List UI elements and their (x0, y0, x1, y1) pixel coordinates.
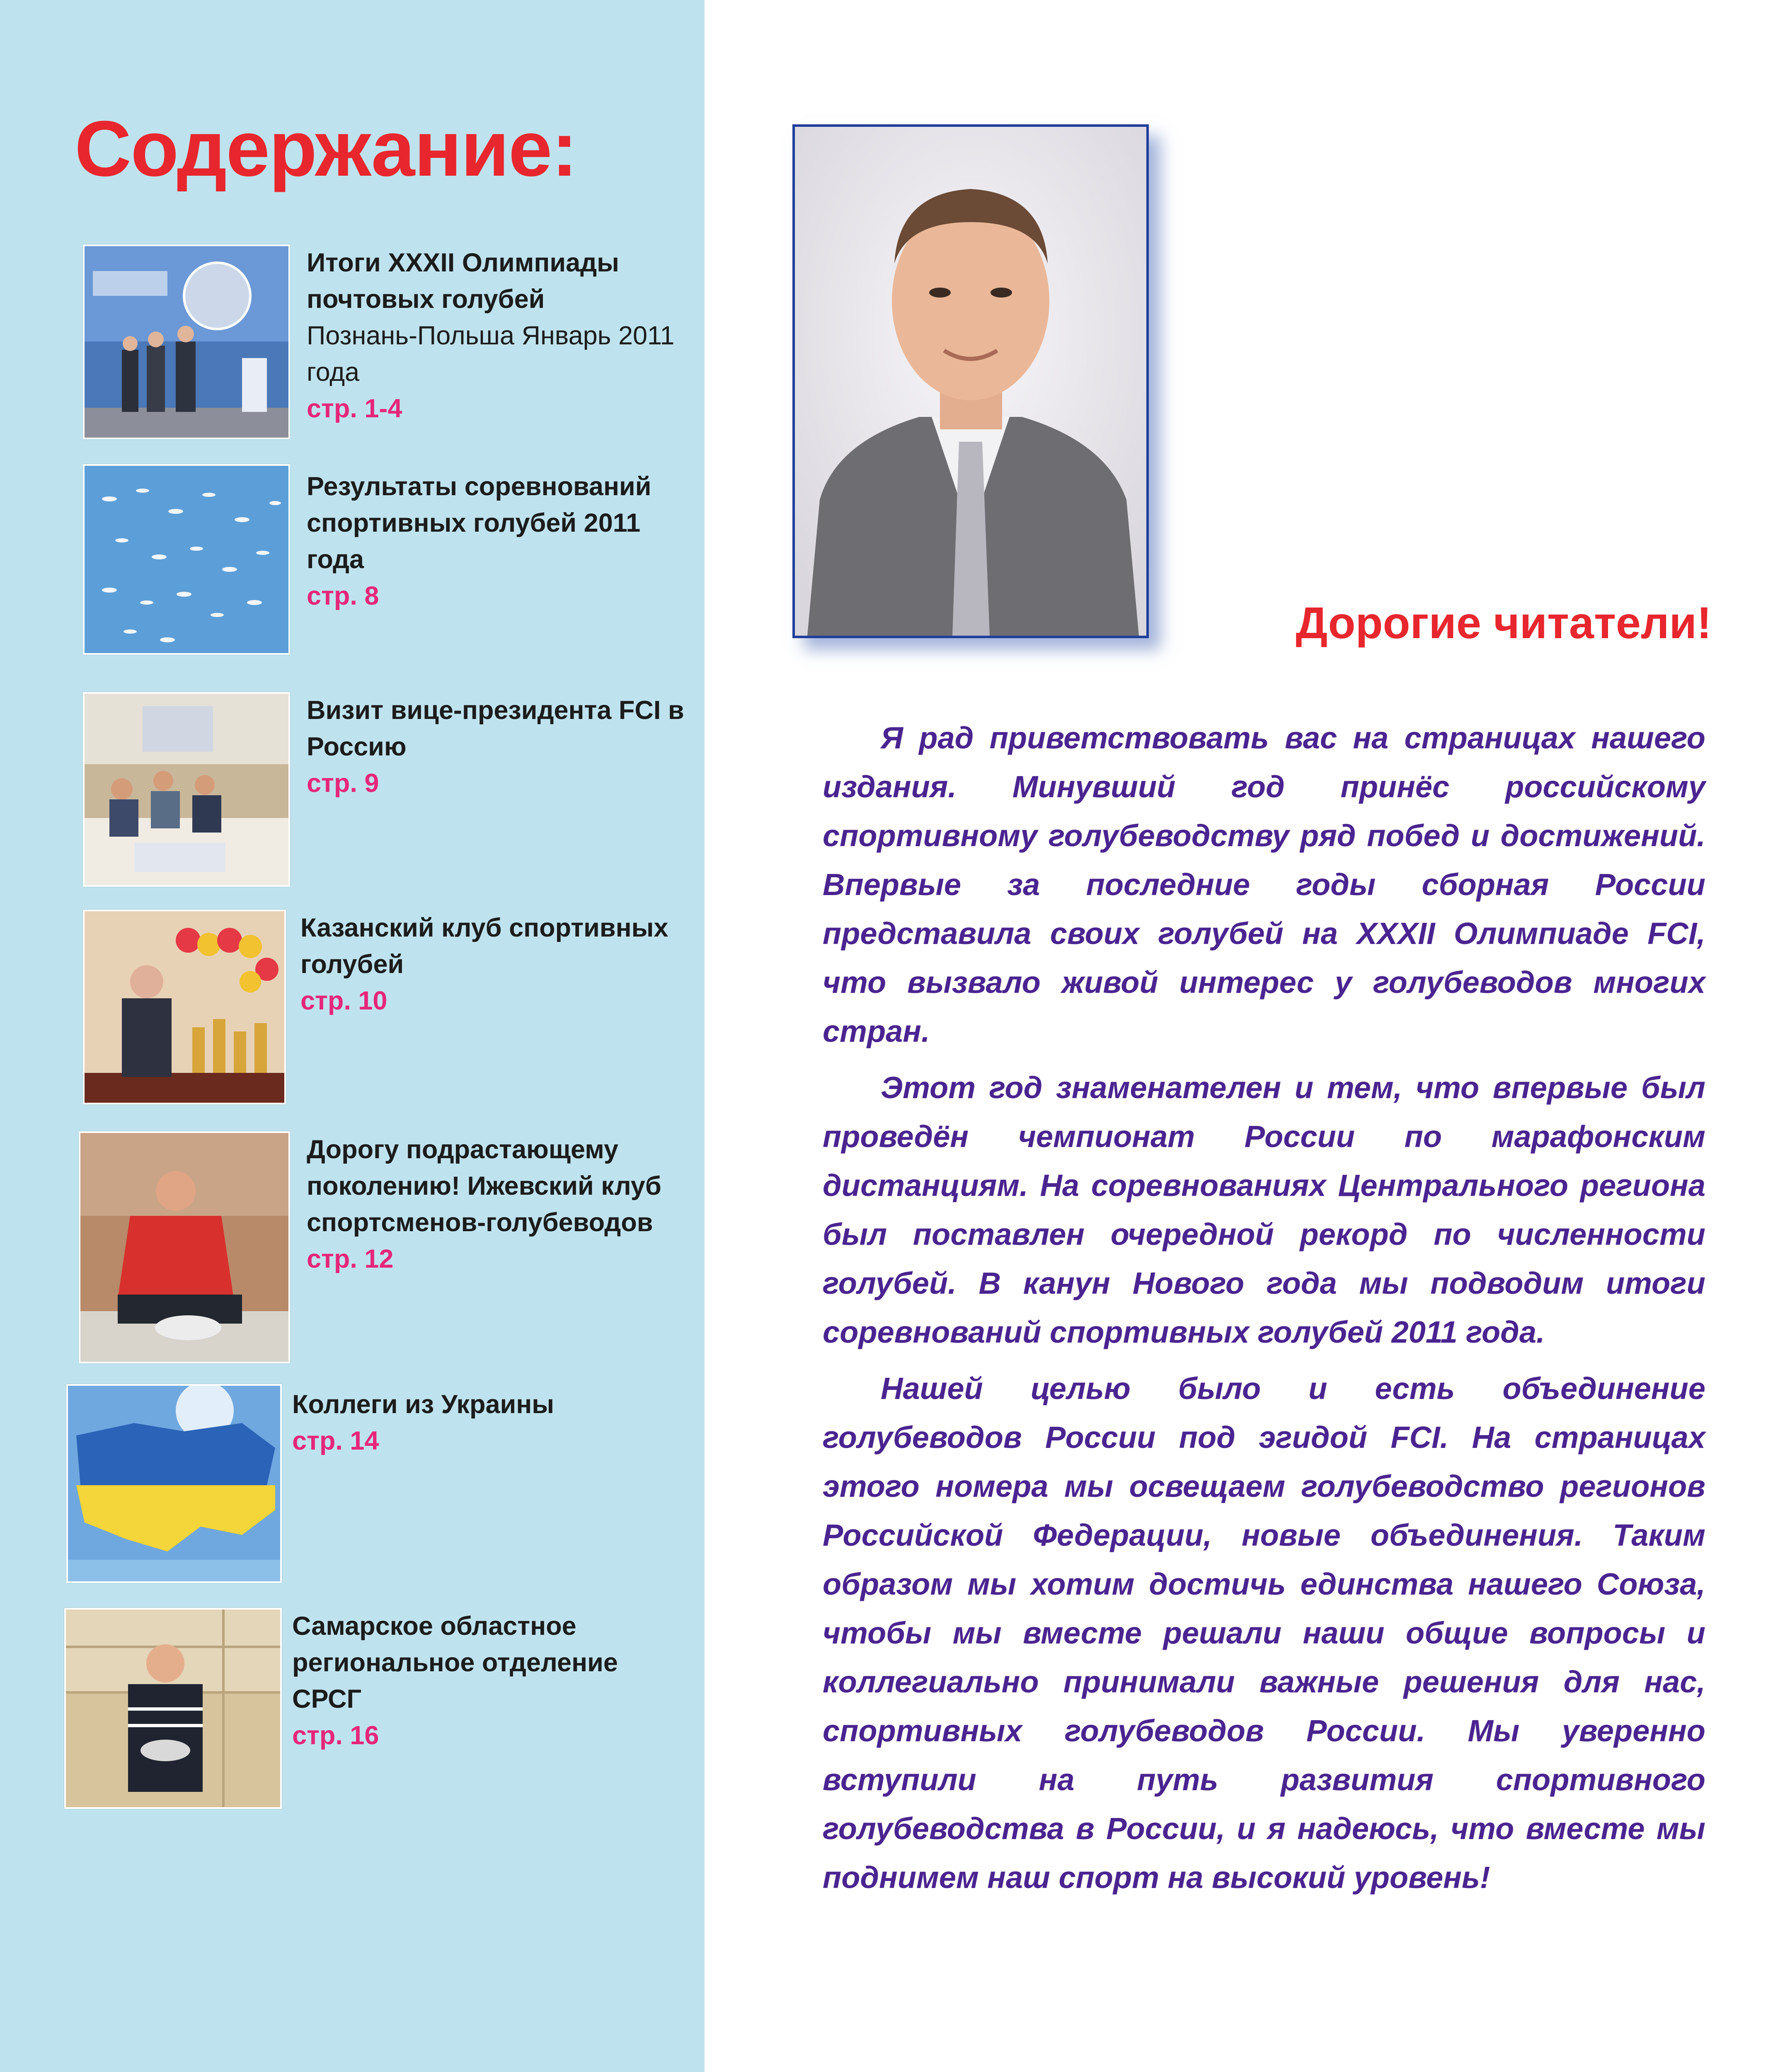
olympiad-photo-graphic (85, 246, 288, 438)
pigeons-flying-graphic (85, 466, 288, 653)
letter-paragraph-2: Этот год знаменателен и тем, что впервые был проведён чемпионат России по марафонским дистанциям. На соревнованиях Центрального региона был поставлен очередной рекорд по численности голубей. В канун Нового года мы подводим итоги соревнований спортивных голубей 2011 года. (823, 1070, 1705, 1349)
contents-sidebar (0, 0, 705, 2072)
olympiad-photo (83, 244, 290, 439)
toc-entry-page: стр. 1-4 (307, 394, 402, 423)
toc-entry-title: Итоги XXXII Олимпиады почтовых голубей (307, 248, 619, 314)
toc-entry-results[interactable] (307, 468, 696, 614)
president-portrait (792, 124, 1149, 638)
toc-entry-kazan[interactable] (300, 910, 690, 1019)
letter-body (823, 714, 1705, 1910)
ukraine-map-graphic (68, 1386, 280, 1581)
toc-entry-title: Дорогу подрастающему поколению! Ижевский клуб спортсменов-голубеводов (307, 1135, 661, 1237)
letter-greeting: Дорогие читатели! (1296, 598, 1712, 648)
toc-entry-ukraine[interactable] (292, 1386, 682, 1459)
fci-visit-photo (83, 692, 290, 887)
toc-entry-page: стр. 14 (292, 1426, 379, 1455)
toc-entry-title: Казанский клуб спортивных голубей (300, 913, 668, 979)
toc-entry-title: Самарское областное региональное отделение СРСГ (292, 1612, 618, 1714)
toc-entry-title: Коллеги из Украины (292, 1390, 555, 1419)
kazan-club-photo (83, 910, 286, 1104)
toc-entry-olympiad[interactable] (307, 244, 696, 427)
izhevsk-club-graphic (80, 1133, 288, 1362)
contents-title: Содержание: (75, 105, 577, 193)
toc-entry-fci-visit[interactable] (307, 692, 696, 801)
kazan-club-graphic (85, 911, 284, 1103)
toc-entry-page: стр. 10 (300, 986, 388, 1015)
portrait-graphic (795, 127, 1146, 636)
toc-entry-page: стр. 12 (307, 1244, 394, 1273)
izhevsk-club-photo (79, 1131, 290, 1363)
letter-paragraph-1: Я рад приветствовать вас на страницах нашего издания. Минувший год принёс российскому спортивному голубеводству ряд побед и достижений. Впервые за последние годы сборная России представила своих голубей на XXXII Олимпиаде FCI, что вызвало живой интерес у голубеводов многих стран. (823, 721, 1705, 1048)
toc-entry-izhevsk[interactable] (307, 1131, 696, 1277)
ukraine-photo (66, 1384, 282, 1583)
fci-visit-graphic (85, 694, 288, 885)
letter-paragraph-3: Нашей целью было и есть объединение голубеводов России под эгидой FCI. На страницах этого номера мы освещаем голубеводство регионов Российской Федерации, новые объединения. Таким образом мы хотим достичь единства нашего Союза, чтобы мы вместе решали наши общие вопросы и коллегиально принимали важные решения для нас, спортивных голубеводов России. Мы уверенно вступили на путь развития спортивного голубеводства в России, и я надеюсь, что вместе мы поднимем наш спорт на высокий уровень! (823, 1371, 1705, 1895)
toc-entry-page: стр. 8 (307, 581, 379, 610)
pigeons-flying-photo (83, 464, 290, 655)
toc-entry-title: Результаты соревнований спортивных голубей 2011 года (307, 472, 651, 574)
samara-photo (64, 1608, 282, 1809)
toc-entry-title: Визит вице-президента FCI в Россию (307, 696, 684, 761)
toc-entry-samara[interactable] (292, 1608, 682, 1754)
toc-entry-subtitle: Познань-Польша Январь 2011 года (307, 321, 675, 387)
toc-entry-page: стр. 9 (307, 769, 379, 798)
samara-graphic (66, 1610, 280, 1807)
toc-entry-page: стр. 16 (292, 1721, 379, 1750)
